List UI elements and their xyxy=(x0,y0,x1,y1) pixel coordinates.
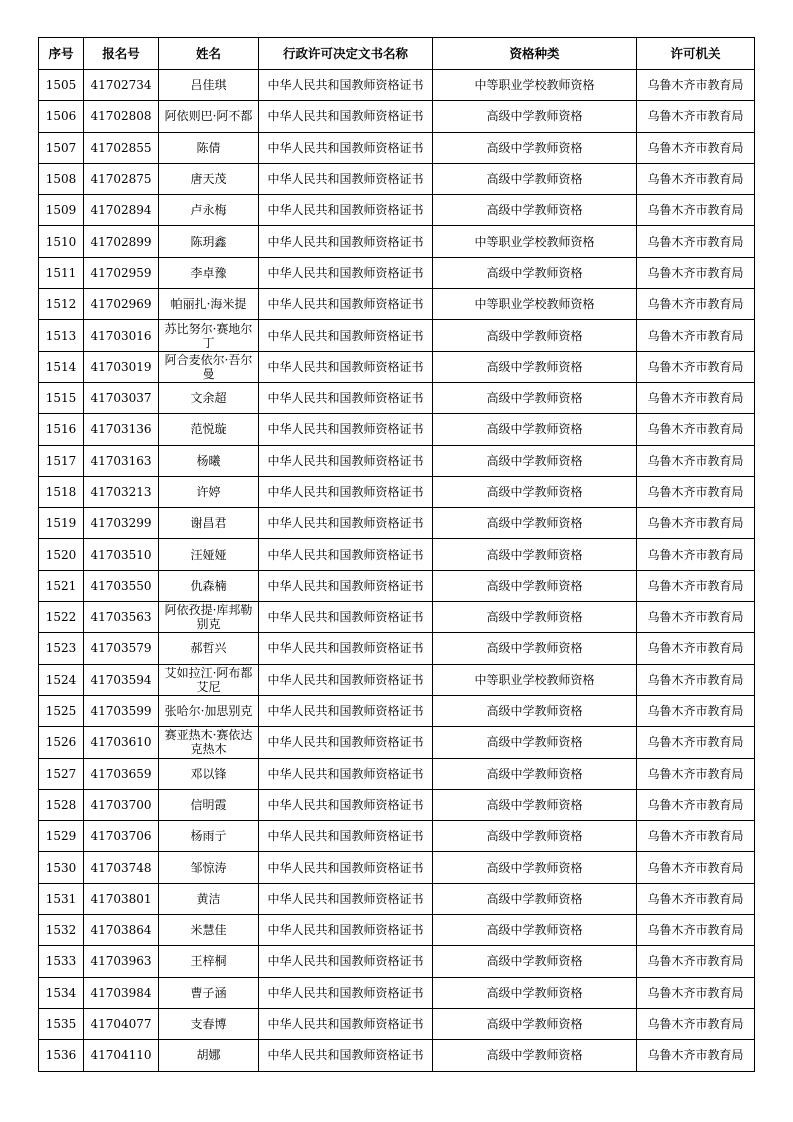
licensing-authority-cell: 乌鲁木齐市教育局 xyxy=(637,1040,755,1071)
registration-number-cell: 41703864 xyxy=(84,915,159,946)
table-row xyxy=(39,257,755,288)
table-row xyxy=(39,70,755,101)
document-title-cell: 中华人民共和国教师资格证书 xyxy=(259,695,433,726)
name-cell: 文余超 xyxy=(159,382,259,413)
serial-number-cell: 1511 xyxy=(39,257,84,288)
document-title-cell: 中华人民共和国教师资格证书 xyxy=(259,101,433,132)
table-row xyxy=(39,883,755,914)
qualification-type-cell: 高级中学教师资格 xyxy=(433,1040,637,1071)
registration-number-cell: 41703213 xyxy=(84,476,159,507)
licensing-authority-cell: 乌鲁木齐市教育局 xyxy=(637,602,755,633)
licensing-authority-cell: 乌鲁木齐市教育局 xyxy=(637,132,755,163)
table-row xyxy=(39,789,755,820)
name-cell: 黄洁 xyxy=(159,883,259,914)
qualification-type-cell: 中等职业学校教师资格 xyxy=(433,226,637,257)
registration-number-cell: 41703599 xyxy=(84,695,159,726)
registration-number-cell: 41702959 xyxy=(84,257,159,288)
name-cell: 信明霞 xyxy=(159,789,259,820)
table-row xyxy=(39,101,755,132)
serial-number-cell: 1528 xyxy=(39,789,84,820)
name-cell: 邹惊涛 xyxy=(159,852,259,883)
qualification-type-cell: 高级中学教师资格 xyxy=(433,132,637,163)
registration-number-cell: 41703610 xyxy=(84,727,159,758)
licensing-authority-cell: 乌鲁木齐市教育局 xyxy=(637,633,755,664)
serial-number-cell: 1527 xyxy=(39,758,84,789)
table-header xyxy=(39,38,755,70)
table-row xyxy=(39,195,755,226)
table-row xyxy=(39,821,755,852)
serial-number-cell: 1535 xyxy=(39,1008,84,1039)
document-title-cell: 中华人民共和国教师资格证书 xyxy=(259,132,433,163)
document-title-cell: 中华人民共和国教师资格证书 xyxy=(259,539,433,570)
qualification-type-cell: 高级中学教师资格 xyxy=(433,946,637,977)
name-cell: 帕丽扎·海米提 xyxy=(159,289,259,320)
document-title-cell: 中华人民共和国教师资格证书 xyxy=(259,163,433,194)
licensing-authority-cell: 乌鲁木齐市教育局 xyxy=(637,758,755,789)
serial-number-cell: 1529 xyxy=(39,821,84,852)
table-row xyxy=(39,445,755,476)
serial-number-cell: 1536 xyxy=(39,1040,84,1071)
registration-number-cell: 41703700 xyxy=(84,789,159,820)
document-title-cell: 中华人民共和国教师资格证书 xyxy=(259,1008,433,1039)
serial-number-cell: 1534 xyxy=(39,977,84,1008)
qualification-type-cell: 高级中学教师资格 xyxy=(433,758,637,789)
table-row xyxy=(39,351,755,382)
registration-number-cell: 41703563 xyxy=(84,602,159,633)
table-row xyxy=(39,132,755,163)
name-cell: 许婷 xyxy=(159,476,259,507)
licensing-authority-cell: 乌鲁木齐市教育局 xyxy=(637,852,755,883)
licensing-authority-cell: 乌鲁木齐市教育局 xyxy=(637,289,755,320)
table-row xyxy=(39,852,755,883)
licensing-authority-cell: 乌鲁木齐市教育局 xyxy=(637,946,755,977)
registration-number-cell: 41704077 xyxy=(84,1008,159,1039)
table-row xyxy=(39,727,755,758)
name-cell: 艾如拉江·阿布都艾尼 xyxy=(159,664,259,695)
registration-number-cell: 41704110 xyxy=(84,1040,159,1071)
qualification-type-cell: 高级中学教师资格 xyxy=(433,382,637,413)
document-title-cell: 中华人民共和国教师资格证书 xyxy=(259,195,433,226)
name-cell: 陈倩 xyxy=(159,132,259,163)
serial-number-cell: 1520 xyxy=(39,539,84,570)
licensing-authority-cell: 乌鲁木齐市教育局 xyxy=(637,226,755,257)
table-row xyxy=(39,382,755,413)
qualification-type-cell: 高级中学教师资格 xyxy=(433,320,637,351)
licensing-authority-cell: 乌鲁木齐市教育局 xyxy=(637,695,755,726)
table-row xyxy=(39,289,755,320)
registration-number-cell: 41702855 xyxy=(84,132,159,163)
licensing-authority-cell: 乌鲁木齐市教育局 xyxy=(637,163,755,194)
serial-number-cell: 1509 xyxy=(39,195,84,226)
name-cell: 吕佳琪 xyxy=(159,70,259,101)
serial-number-cell: 1531 xyxy=(39,883,84,914)
document-title-cell: 中华人民共和国教师资格证书 xyxy=(259,289,433,320)
serial-number-cell: 1532 xyxy=(39,915,84,946)
registration-number-cell: 41703579 xyxy=(84,633,159,664)
document-title-cell: 中华人民共和国教师资格证书 xyxy=(259,476,433,507)
licensing-authority-cell: 乌鲁木齐市教育局 xyxy=(637,101,755,132)
document-title-cell: 中华人民共和国教师资格证书 xyxy=(259,414,433,445)
name-cell: 杨雨亍 xyxy=(159,821,259,852)
licensing-authority-cell: 乌鲁木齐市教育局 xyxy=(637,382,755,413)
document-title-cell: 中华人民共和国教师资格证书 xyxy=(259,1040,433,1071)
licensing-authority-cell: 乌鲁木齐市教育局 xyxy=(637,570,755,601)
document-title-cell: 中华人民共和国教师资格证书 xyxy=(259,758,433,789)
document-title-cell: 中华人民共和国教师资格证书 xyxy=(259,946,433,977)
qualification-type-cell: 高级中学教师资格 xyxy=(433,539,637,570)
name-cell: 郝哲兴 xyxy=(159,633,259,664)
document-title-cell: 中华人民共和国教师资格证书 xyxy=(259,821,433,852)
registration-number-cell: 41702969 xyxy=(84,289,159,320)
registration-number-cell: 41703037 xyxy=(84,382,159,413)
table-row xyxy=(39,226,755,257)
header-licensing-authority: 许可机关 xyxy=(637,38,755,70)
table-row xyxy=(39,414,755,445)
document-title-cell: 中华人民共和国教师资格证书 xyxy=(259,915,433,946)
name-cell: 胡娜 xyxy=(159,1040,259,1071)
table-row xyxy=(39,758,755,789)
table-row xyxy=(39,664,755,695)
serial-number-cell: 1512 xyxy=(39,289,84,320)
registration-number-cell: 41702734 xyxy=(84,70,159,101)
teacher-qualification-table xyxy=(38,37,755,1072)
name-cell: 曹子涵 xyxy=(159,977,259,1008)
serial-number-cell: 1533 xyxy=(39,946,84,977)
serial-number-cell: 1516 xyxy=(39,414,84,445)
qualification-type-cell: 高级中学教师资格 xyxy=(433,101,637,132)
registration-number-cell: 41703801 xyxy=(84,883,159,914)
qualification-type-cell: 高级中学教师资格 xyxy=(433,351,637,382)
table-row xyxy=(39,915,755,946)
licensing-authority-cell: 乌鲁木齐市教育局 xyxy=(637,883,755,914)
qualification-type-cell: 高级中学教师资格 xyxy=(433,257,637,288)
document-title-cell: 中华人民共和国教师资格证书 xyxy=(259,257,433,288)
name-cell: 杨曦 xyxy=(159,445,259,476)
serial-number-cell: 1515 xyxy=(39,382,84,413)
serial-number-cell: 1526 xyxy=(39,727,84,758)
licensing-authority-cell: 乌鲁木齐市教育局 xyxy=(637,257,755,288)
name-cell: 范悦璇 xyxy=(159,414,259,445)
registration-number-cell: 41703659 xyxy=(84,758,159,789)
table-row xyxy=(39,633,755,664)
document-title-cell: 中华人民共和国教师资格证书 xyxy=(259,445,433,476)
licensing-authority-cell: 乌鲁木齐市教育局 xyxy=(637,351,755,382)
document-title-cell: 中华人民共和国教师资格证书 xyxy=(259,320,433,351)
document-title-cell: 中华人民共和国教师资格证书 xyxy=(259,351,433,382)
serial-number-cell: 1508 xyxy=(39,163,84,194)
serial-number-cell: 1505 xyxy=(39,70,84,101)
registration-number-cell: 41703984 xyxy=(84,977,159,1008)
qualification-type-cell: 高级中学教师资格 xyxy=(433,852,637,883)
registration-number-cell: 41703299 xyxy=(84,508,159,539)
licensing-authority-cell: 乌鲁木齐市教育局 xyxy=(637,539,755,570)
licensing-authority-cell: 乌鲁木齐市教育局 xyxy=(637,414,755,445)
name-cell: 阿依孜提·库邦勒别克 xyxy=(159,602,259,633)
registration-number-cell: 41703019 xyxy=(84,351,159,382)
registration-number-cell: 41703016 xyxy=(84,320,159,351)
header-row xyxy=(39,38,755,70)
serial-number-cell: 1506 xyxy=(39,101,84,132)
header-registration-number: 报名号 xyxy=(84,38,159,70)
serial-number-cell: 1519 xyxy=(39,508,84,539)
licensing-authority-cell: 乌鲁木齐市教育局 xyxy=(637,195,755,226)
serial-number-cell: 1521 xyxy=(39,570,84,601)
licensing-authority-cell: 乌鲁木齐市教育局 xyxy=(637,789,755,820)
serial-number-cell: 1514 xyxy=(39,351,84,382)
licensing-authority-cell: 乌鲁木齐市教育局 xyxy=(637,70,755,101)
name-cell: 卢永梅 xyxy=(159,195,259,226)
document-title-cell: 中华人民共和国教师资格证书 xyxy=(259,508,433,539)
table-row xyxy=(39,946,755,977)
serial-number-cell: 1523 xyxy=(39,633,84,664)
name-cell: 汪娅娅 xyxy=(159,539,259,570)
registration-number-cell: 41703163 xyxy=(84,445,159,476)
document-title-cell: 中华人民共和国教师资格证书 xyxy=(259,883,433,914)
document-title-cell: 中华人民共和国教师资格证书 xyxy=(259,633,433,664)
qualification-type-cell: 高级中学教师资格 xyxy=(433,695,637,726)
document-title-cell: 中华人民共和国教师资格证书 xyxy=(259,977,433,1008)
table-row xyxy=(39,539,755,570)
serial-number-cell: 1525 xyxy=(39,695,84,726)
registration-number-cell: 41703748 xyxy=(84,852,159,883)
licensing-authority-cell: 乌鲁木齐市教育局 xyxy=(637,727,755,758)
serial-number-cell: 1524 xyxy=(39,664,84,695)
qualification-type-cell: 高级中学教师资格 xyxy=(433,789,637,820)
name-cell: 李卓豫 xyxy=(159,257,259,288)
name-cell: 唐天茂 xyxy=(159,163,259,194)
serial-number-cell: 1507 xyxy=(39,132,84,163)
name-cell: 陈玥鑫 xyxy=(159,226,259,257)
table-row xyxy=(39,163,755,194)
registration-number-cell: 41703510 xyxy=(84,539,159,570)
name-cell: 苏比努尔·赛地尔丁 xyxy=(159,320,259,351)
document-title-cell: 中华人民共和国教师资格证书 xyxy=(259,570,433,601)
table-row xyxy=(39,570,755,601)
serial-number-cell: 1510 xyxy=(39,226,84,257)
qualification-type-cell: 中等职业学校教师资格 xyxy=(433,664,637,695)
table-row xyxy=(39,977,755,1008)
header-serial-number: 序号 xyxy=(39,38,84,70)
qualification-type-cell: 中等职业学校教师资格 xyxy=(433,289,637,320)
qualification-type-cell: 高级中学教师资格 xyxy=(433,445,637,476)
registration-number-cell: 41703706 xyxy=(84,821,159,852)
table-row xyxy=(39,1040,755,1071)
qualification-type-cell: 高级中学教师资格 xyxy=(433,163,637,194)
qualification-type-cell: 高级中学教师资格 xyxy=(433,883,637,914)
serial-number-cell: 1518 xyxy=(39,476,84,507)
name-cell: 王梓桐 xyxy=(159,946,259,977)
registration-number-cell: 41702808 xyxy=(84,101,159,132)
header-qualification-type: 资格种类 xyxy=(433,38,637,70)
registration-number-cell: 41703550 xyxy=(84,570,159,601)
name-cell: 谢昌君 xyxy=(159,508,259,539)
registration-number-cell: 41702894 xyxy=(84,195,159,226)
serial-number-cell: 1513 xyxy=(39,320,84,351)
serial-number-cell: 1530 xyxy=(39,852,84,883)
registration-number-cell: 41703136 xyxy=(84,414,159,445)
name-cell: 阿合麦依尔·吾尔曼 xyxy=(159,351,259,382)
name-cell: 张哈尔·加思别克 xyxy=(159,695,259,726)
table-row xyxy=(39,508,755,539)
table-row xyxy=(39,320,755,351)
licensing-authority-cell: 乌鲁木齐市教育局 xyxy=(637,1008,755,1039)
licensing-authority-cell: 乌鲁木齐市教育局 xyxy=(637,977,755,1008)
licensing-authority-cell: 乌鲁木齐市教育局 xyxy=(637,445,755,476)
table-row xyxy=(39,695,755,726)
licensing-authority-cell: 乌鲁木齐市教育局 xyxy=(637,320,755,351)
serial-number-cell: 1522 xyxy=(39,602,84,633)
qualification-type-cell: 高级中学教师资格 xyxy=(433,570,637,601)
qualification-type-cell: 高级中学教师资格 xyxy=(433,1008,637,1039)
qualification-type-cell: 高级中学教师资格 xyxy=(433,414,637,445)
document-title-cell: 中华人民共和国教师资格证书 xyxy=(259,70,433,101)
name-cell: 仇森楠 xyxy=(159,570,259,601)
document-title-cell: 中华人民共和国教师资格证书 xyxy=(259,226,433,257)
header-name: 姓名 xyxy=(159,38,259,70)
name-cell: 赛亚热木·赛依达克热木 xyxy=(159,727,259,758)
certificate-list-sheet xyxy=(38,37,754,1072)
licensing-authority-cell: 乌鲁木齐市教育局 xyxy=(637,821,755,852)
header-document-title: 行政许可决定文书名称 xyxy=(259,38,433,70)
document-title-cell: 中华人民共和国教师资格证书 xyxy=(259,852,433,883)
name-cell: 米慧佳 xyxy=(159,915,259,946)
registration-number-cell: 41703963 xyxy=(84,946,159,977)
document-title-cell: 中华人民共和国教师资格证书 xyxy=(259,664,433,695)
licensing-authority-cell: 乌鲁木齐市教育局 xyxy=(637,476,755,507)
registration-number-cell: 41703594 xyxy=(84,664,159,695)
qualification-type-cell: 高级中学教师资格 xyxy=(433,476,637,507)
name-cell: 阿依则巴·阿不都 xyxy=(159,101,259,132)
document-title-cell: 中华人民共和国教师资格证书 xyxy=(259,789,433,820)
table-row xyxy=(39,1008,755,1039)
table-row xyxy=(39,602,755,633)
registration-number-cell: 41702899 xyxy=(84,226,159,257)
qualification-type-cell: 高级中学教师资格 xyxy=(433,821,637,852)
qualification-type-cell: 高级中学教师资格 xyxy=(433,602,637,633)
licensing-authority-cell: 乌鲁木齐市教育局 xyxy=(637,915,755,946)
qualification-type-cell: 高级中学教师资格 xyxy=(433,915,637,946)
qualification-type-cell: 高级中学教师资格 xyxy=(433,633,637,664)
document-title-cell: 中华人民共和国教师资格证书 xyxy=(259,602,433,633)
table-row xyxy=(39,476,755,507)
document-title-cell: 中华人民共和国教师资格证书 xyxy=(259,727,433,758)
qualification-type-cell: 中等职业学校教师资格 xyxy=(433,70,637,101)
licensing-authority-cell: 乌鲁木齐市教育局 xyxy=(637,508,755,539)
licensing-authority-cell: 乌鲁木齐市教育局 xyxy=(637,664,755,695)
name-cell: 邓以锋 xyxy=(159,758,259,789)
serial-number-cell: 1517 xyxy=(39,445,84,476)
qualification-type-cell: 高级中学教师资格 xyxy=(433,508,637,539)
document-title-cell: 中华人民共和国教师资格证书 xyxy=(259,382,433,413)
qualification-type-cell: 高级中学教师资格 xyxy=(433,195,637,226)
registration-number-cell: 41702875 xyxy=(84,163,159,194)
table-body xyxy=(39,70,755,1072)
name-cell: 支春博 xyxy=(159,1008,259,1039)
qualification-type-cell: 高级中学教师资格 xyxy=(433,727,637,758)
qualification-type-cell: 高级中学教师资格 xyxy=(433,977,637,1008)
